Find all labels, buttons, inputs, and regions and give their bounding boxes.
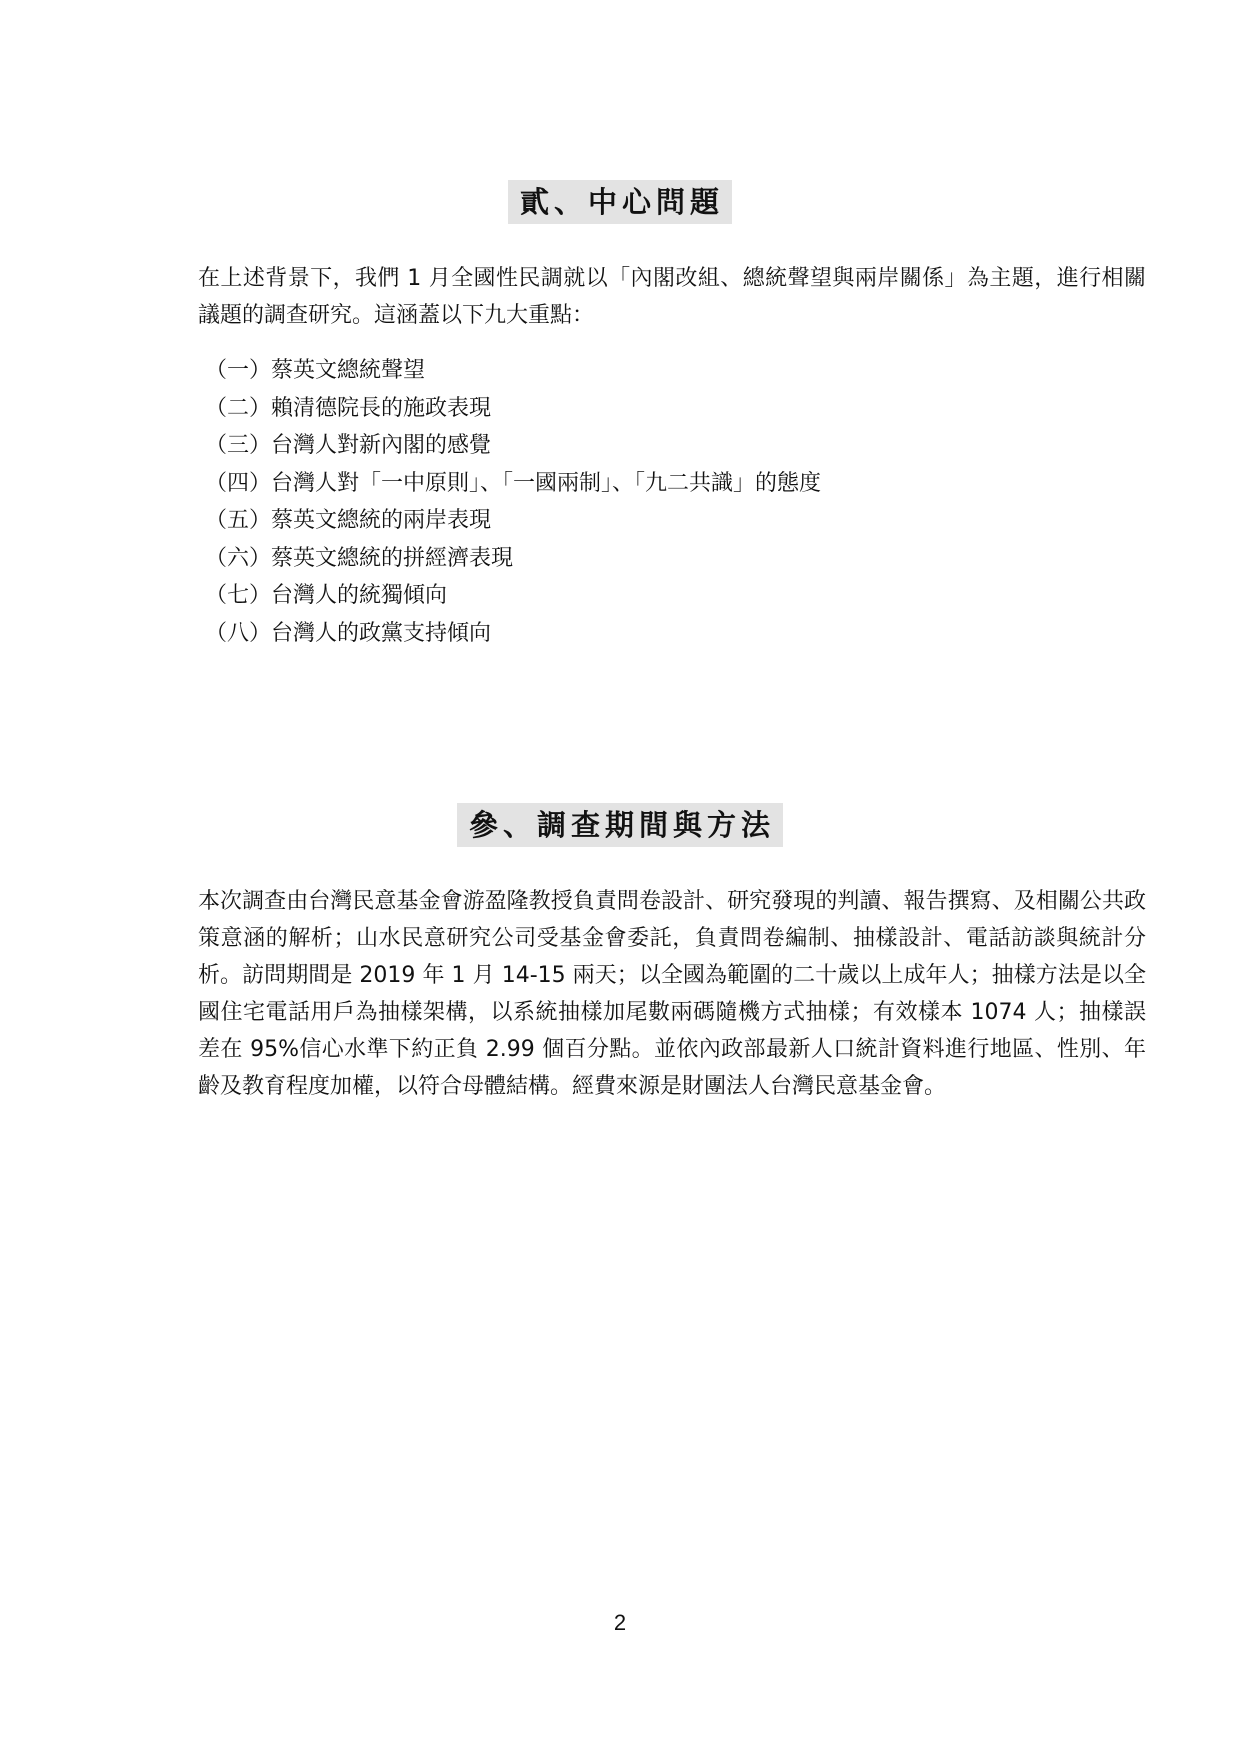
list-item: （四）台灣人對「一中原則」、「一國兩制」、「九二共識」的態度 <box>205 470 822 496</box>
list-item: （八）台灣人的政黨支持傾向 <box>205 620 492 646</box>
page-number: 2 <box>613 1610 627 1635</box>
section-heading-text: 貳、中心問題 <box>508 180 732 224</box>
key-points-list <box>205 352 821 652</box>
intro-paragraph: 在上述背景下，我們 1 月全國性民調就以「內閣改組、總統聲望與兩岸關係」為主題，進行相關議題的調查研究。這涵蓋以下九大重點： <box>198 266 1146 328</box>
list-item: （二）賴清德院長的施政表現 <box>205 395 492 421</box>
section-heading-text: 參、調查期間與方法 <box>457 803 783 847</box>
method-paragraph: 本次調查由台灣民意基金會游盈隆教授負責問卷設計、研究發現的判讀、報告撰寫、及相關公共政策意涵的解析；山水民意研究公司受基金會委託，負責問卷編制、抽樣設計、電話訪談與統計分析。訪問期間是 2019 年 1 月 14-15 兩天；以全國為範圍的二十歲以上成年人；抽樣方法是以全國住宅電話用戶為抽樣架構，以系統抽樣加尾數兩碼隨機方式抽樣；有效樣本 1074 人；抽樣誤差在 95%信心水準下約正負 2.99 個百分點。並依內政部最新人口統計資料進行地區、性別、年齡及教育程度加權，以符合母體結構。經費來源是財團法人台灣民意基金會。 <box>198 889 1146 1099</box>
list-item: （六）蔡英文總統的拼經濟表現 <box>205 545 514 571</box>
section-heading-survey-method <box>0 803 1240 847</box>
list-item: （一）蔡英文總統聲望 <box>205 358 426 383</box>
section-heading-central-questions <box>0 180 1240 224</box>
list-item: （五）蔡英文總統的兩岸表現 <box>205 508 492 533</box>
list-item: （七）台灣人的統獨傾向 <box>205 583 448 608</box>
list-item: （三）台灣人對新內閣的感覺 <box>205 433 492 458</box>
